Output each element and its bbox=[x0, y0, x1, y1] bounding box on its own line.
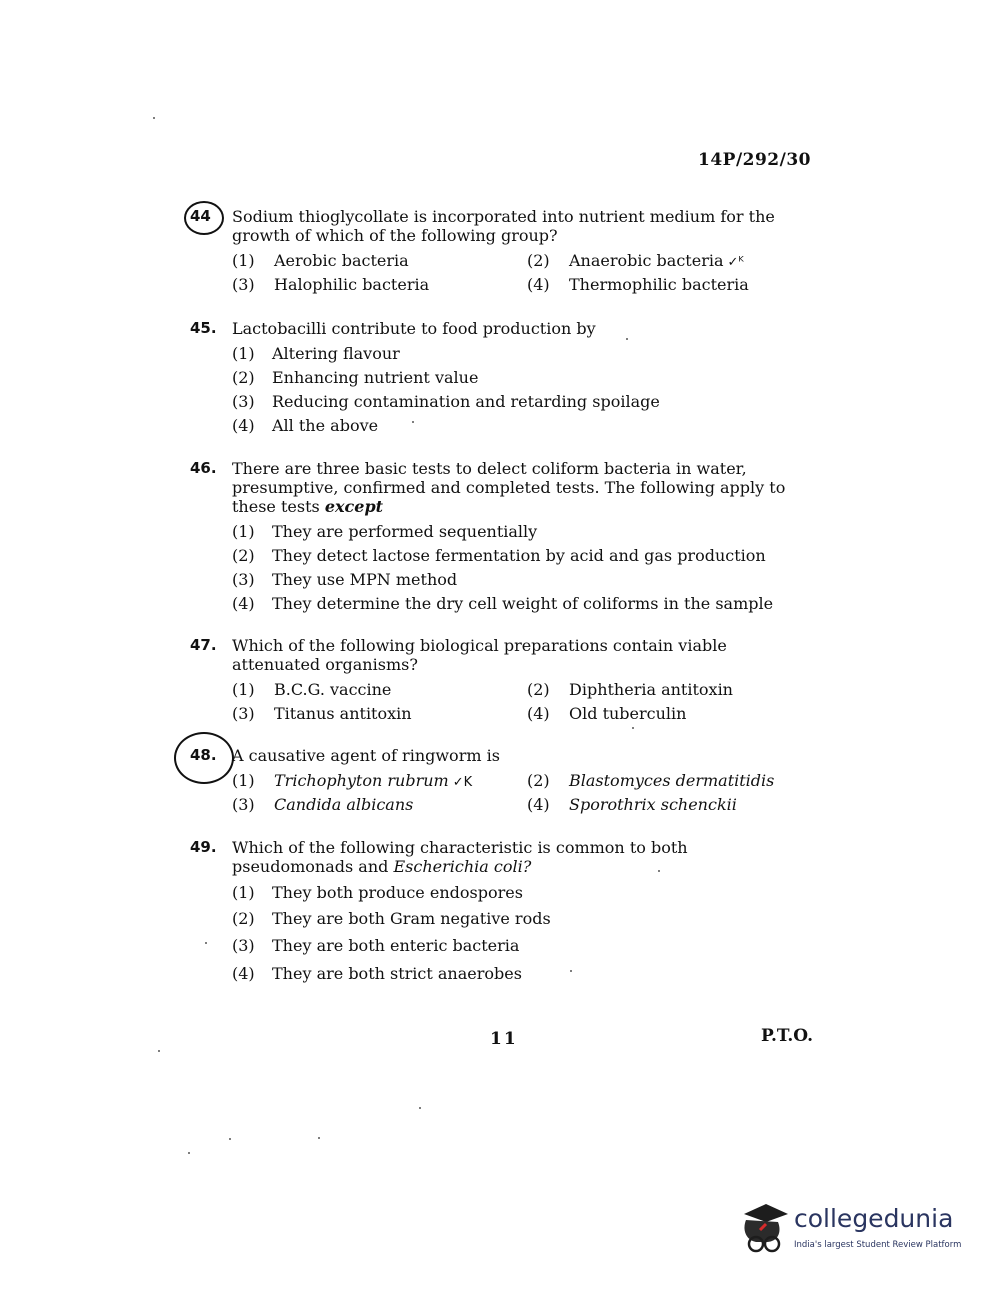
options-grid bbox=[232, 769, 830, 817]
check-mark-icon: ✓K bbox=[452, 775, 473, 790]
pto-label: P.T.O. bbox=[761, 1026, 813, 1046]
option-1: (1) They are performed sequentially bbox=[232, 522, 538, 541]
option-2: (2) They detect lactose fermentation by acid and gas production bbox=[232, 546, 766, 565]
question-text: Sodium thioglycollate is incorporated into nutrient medium for the growth of which of the following group? bbox=[232, 207, 775, 245]
question-text: A causative agent of ringworm is bbox=[232, 746, 500, 765]
question-48 bbox=[190, 746, 830, 817]
question-number: 47. bbox=[190, 636, 217, 654]
options-list bbox=[232, 342, 830, 438]
scan-speck bbox=[632, 727, 634, 729]
page-code: 14P/292/30 bbox=[698, 150, 812, 170]
scan-speck bbox=[188, 1152, 190, 1154]
question-number: 46. bbox=[190, 459, 217, 477]
check-mark-icon: ✓ᴷ bbox=[727, 255, 744, 270]
hand-drawn-circle bbox=[174, 732, 234, 784]
scan-speck bbox=[318, 1137, 320, 1139]
option-2: (2) They are both Gram negative rods bbox=[232, 909, 551, 928]
option-1: (1) B.C.G. vaccine bbox=[232, 680, 392, 699]
question-number: 48. bbox=[190, 746, 217, 765]
option-4: (4) Sporothrix schenckii bbox=[527, 795, 737, 814]
option-3: (3) Halophilic bacteria bbox=[232, 275, 430, 294]
scan-speck bbox=[626, 338, 628, 340]
option-2: (2) Enhancing nutrient value bbox=[232, 368, 479, 387]
option-1: (1) They both produce endospores bbox=[232, 883, 523, 902]
question-45 bbox=[190, 319, 830, 438]
option-4: (4) They are both strict anaerobes bbox=[232, 964, 522, 983]
option-1: (1) Altering flavour bbox=[232, 344, 400, 363]
options-grid bbox=[232, 678, 830, 726]
option-4: (4) All the above bbox=[232, 416, 379, 435]
options-list bbox=[232, 520, 830, 616]
scan-speck bbox=[419, 1107, 421, 1109]
option-4: (4) They determine the dry cell weight of coliforms in the sample bbox=[232, 594, 774, 613]
option-3: (3) They are both enteric bacteria bbox=[232, 936, 520, 955]
watermark-logo bbox=[736, 1196, 966, 1266]
option-1: (1) Trichophyton rubrum ✓K bbox=[232, 771, 473, 790]
option-4: (4) Thermophilic bacteria bbox=[527, 275, 749, 294]
option-3: (3) Candida albicans bbox=[232, 795, 414, 814]
scan-speck bbox=[158, 1050, 160, 1052]
brand-name: collegedunia bbox=[794, 1204, 954, 1233]
option-1: (1) Aerobic bacteria bbox=[232, 251, 409, 270]
option-2: (2) Blastomyces dermatitidis bbox=[527, 771, 775, 790]
question-text: There are three basic tests to delect coliform bacteria in water, presumptive, confirmed and completed tests. The following apply to these tests except bbox=[232, 459, 786, 516]
scan-speck bbox=[570, 970, 572, 972]
question-text: Which of the following characteristic is common to both pseudomonads and Escherichia coli? bbox=[232, 838, 688, 876]
options-list bbox=[232, 880, 830, 988]
question-number: 49. bbox=[190, 838, 217, 856]
scan-speck bbox=[229, 1138, 231, 1140]
question-text: Which of the following biological preparations contain viable attenuated organisms? bbox=[232, 636, 727, 674]
option-2: (2) Diphtheria antitoxin bbox=[527, 680, 733, 699]
option-2: (2) Anaerobic bacteria ✓ᴷ bbox=[527, 251, 744, 270]
question-46 bbox=[190, 459, 830, 616]
question-44 bbox=[190, 207, 830, 297]
scan-speck bbox=[153, 117, 155, 119]
brand-tagline: India's largest Student Review Platform bbox=[794, 1240, 962, 1250]
question-number: 44 bbox=[190, 207, 211, 226]
option-3: (3) They use MPN method bbox=[232, 570, 458, 589]
option-4: (4) Old tuberculin bbox=[527, 704, 687, 723]
scan-speck bbox=[658, 870, 660, 872]
question-number: 45. bbox=[190, 319, 217, 337]
mascot-icon bbox=[736, 1196, 792, 1260]
hand-drawn-circle bbox=[184, 201, 224, 235]
option-3: (3) Reducing contamination and retarding spoilage bbox=[232, 392, 660, 411]
option-3: (3) Titanus antitoxin bbox=[232, 704, 412, 723]
options-grid bbox=[232, 249, 830, 297]
question-text: Lactobacilli contribute to food production by bbox=[232, 319, 596, 338]
question-47 bbox=[190, 636, 830, 726]
scan-speck bbox=[412, 421, 414, 423]
page-number: 11 bbox=[490, 1029, 518, 1049]
question-49 bbox=[190, 838, 830, 988]
scan-speck bbox=[205, 942, 207, 944]
